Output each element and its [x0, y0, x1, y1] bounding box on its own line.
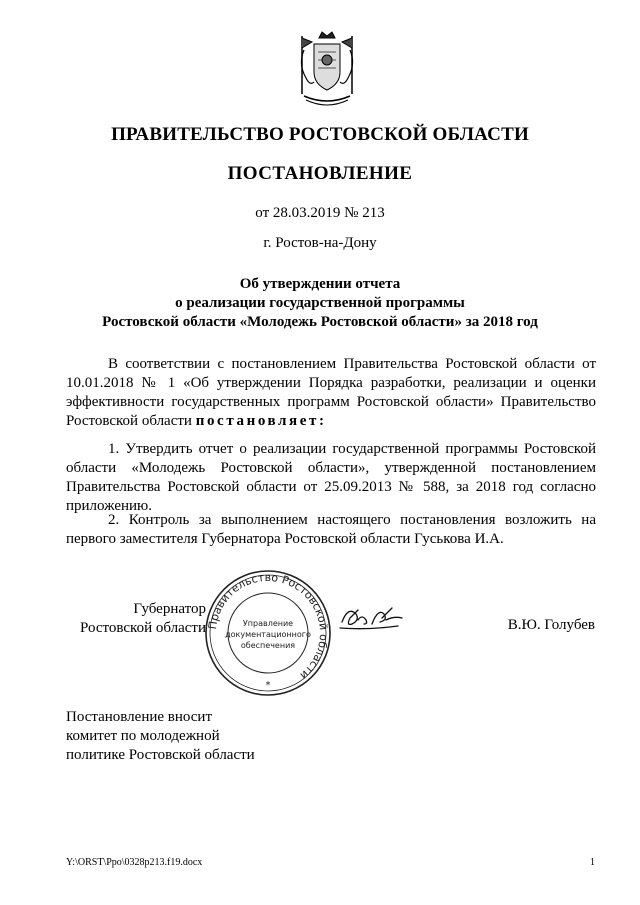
submitter-line: политике Ростовской области: [66, 747, 255, 763]
stamp-inner-line: обеспечения: [240, 641, 296, 650]
stamp-inner-line: Управление: [242, 619, 294, 628]
document-date-number: от 28.03.2019 № 213: [255, 205, 385, 221]
document-city: г. Ростов-на-Дону: [263, 235, 377, 251]
submitter-line: комитет по молодежной: [66, 728, 220, 744]
submitter-line: Постановление вносит: [66, 709, 213, 725]
preamble-text: В соответствии с постановлением Правительства Ростовской области от 10.01.2018 № 1 «Об утверждении Порядка разработки, реализации и оценки эффективности государственных программ Ростовской области» Правительство Ростовской области: [66, 356, 596, 429]
subject-line: о реализации государственной программы: [175, 295, 465, 311]
signer-title-line: Ростовской области: [80, 620, 206, 636]
submitter-note: [66, 708, 255, 765]
signer-title-line: Губернатор: [133, 601, 206, 617]
document-subject: [0, 275, 640, 332]
clause-1-paragraph: 1. Утвердить отчет о реализации государственной программы Ростовской области «Молодежь Ростовской области», утвержденной постановлением Правительства Ростовской области от 25.09.2013 № 588, за 2018 год согласно приложению.: [66, 441, 596, 514]
handwritten-signature: [338, 600, 410, 636]
clause-2-paragraph: 2. Контроль за выполнением настоящего постановления возложить на первого заместителя Губернатора Ростовской области Гуськова И.А.: [66, 512, 596, 547]
decree-word: постановляет:: [195, 413, 327, 429]
stamp-star: *: [265, 680, 271, 691]
footer-file-path: Y:\ORST\Ppo\0328p213.f19.docx: [66, 857, 203, 868]
stamp-inner-line: документационного: [225, 630, 311, 639]
subject-line: Ростовской области «Молодежь Ростовской области» за 2018 год: [102, 314, 538, 330]
signer-title: [66, 600, 206, 638]
coat-of-arms-icon: [292, 30, 362, 110]
preamble-paragraph: [66, 355, 596, 431]
document-type: ПОСТАНОВЛЕНИЕ: [227, 163, 413, 184]
subject-line: Об утверждении отчета: [239, 276, 401, 292]
page-number: 1: [590, 857, 595, 868]
signer-name: В.Ю. Голубев: [507, 617, 595, 633]
stamp-outer-text: Правительство Ростовской области: [206, 570, 331, 683]
official-stamp: [203, 568, 333, 698]
government-title: ПРАВИТЕЛЬСТВО РОСТОВСКОЙ ОБЛАСТИ: [111, 124, 529, 145]
